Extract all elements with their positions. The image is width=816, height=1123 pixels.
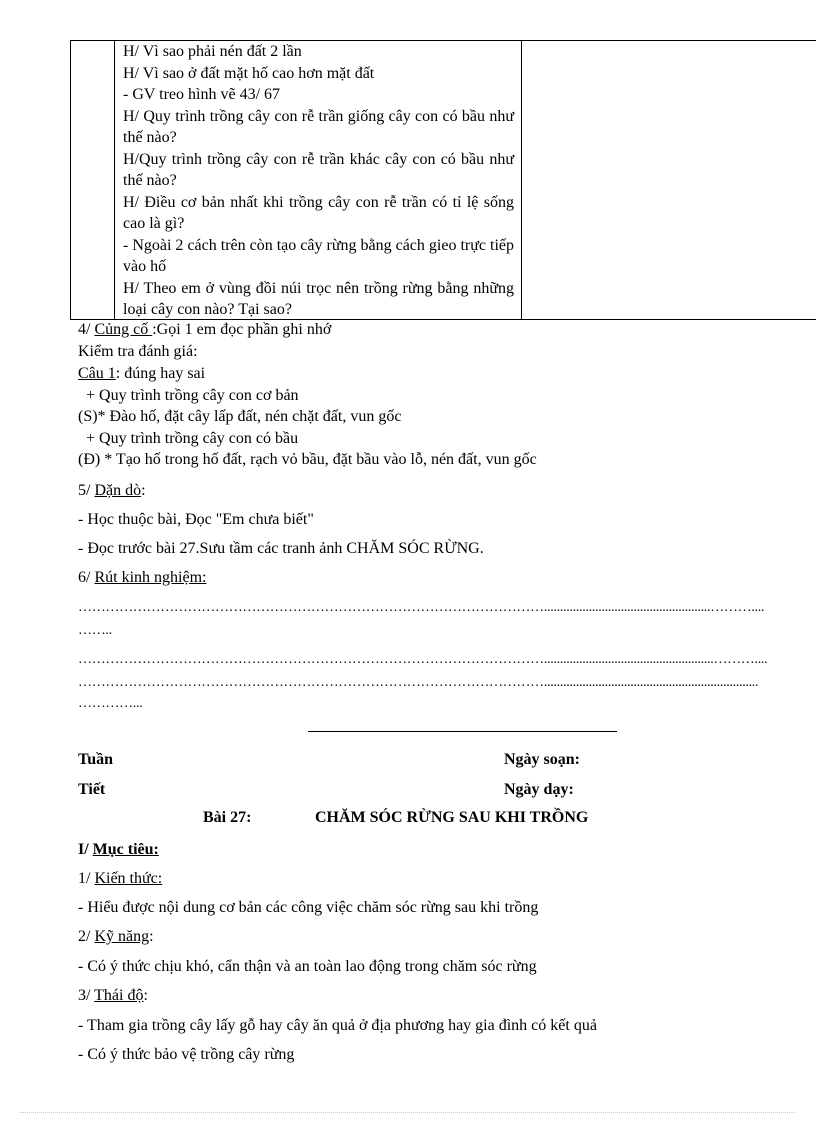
dotted-line: …………... xyxy=(78,696,143,711)
dotted-line: ………………………………………………………………………………………….....................................................……….... xyxy=(78,652,768,667)
section-suffix: : xyxy=(149,928,154,945)
tuan-label: Tuần xyxy=(78,751,113,768)
dan-do-line xyxy=(78,481,146,501)
quiz-line: (Đ) * Tạo hố trong hố đất, rạch vỏ bầu, đặt bầu vào lỗ, nén đất, vun gốc xyxy=(78,451,537,468)
table-line: H/ Vì sao ở đất mặt hố cao hơn mặt đất xyxy=(123,64,375,82)
objective-item: - Có ý thức chịu khó, cẩn thận và an toàn lao động trong chăm sóc rừng xyxy=(78,958,537,975)
dan-do-item: - Học thuộc bài, Đọc "Em chưa biết" xyxy=(78,511,314,528)
thai-do-heading xyxy=(78,986,148,1006)
quiz-line: + Quy trình trồng cây con có bầu xyxy=(78,430,299,447)
rut-kinh-nghiem-line xyxy=(78,568,206,588)
table-line: - Ngoài 2 cách trên còn tạo cây rừng bằng cách gieo trực tiếp vào hố xyxy=(123,236,514,275)
cung-co-line xyxy=(78,320,331,340)
section-label: Mục tiêu: xyxy=(92,841,159,858)
tiet-label: Tiết xyxy=(78,781,106,798)
lesson-number: Bài 27: xyxy=(203,809,252,826)
objective-item: - Có ý thức bảo vệ trồng cây rừng xyxy=(78,1046,295,1063)
section-number: I/ xyxy=(78,841,93,858)
dotted-line: …………………………………………………………………………………………....................................................……….... xyxy=(78,600,765,615)
table-line: H/Quy trình trồng cây con rễ trần khác cây con có bầu như thế nào? xyxy=(123,150,514,189)
section-number: 2/ xyxy=(78,928,95,945)
kiem-tra-heading: Kiểm tra đánh giá: xyxy=(78,343,198,360)
lesson-title: CHĂM SÓC RỪNG SAU KHI TRỒNG xyxy=(315,809,589,826)
separator-rule xyxy=(308,731,617,732)
dotted-line: …….. xyxy=(78,623,112,638)
dan-do-item: - Đọc trước bài 27.Sưu tầm các tranh ảnh CHĂM SÓC RỪNG. xyxy=(78,540,484,557)
muc-tieu-heading xyxy=(78,840,159,860)
dotted-line: …………………………………………………………………………………………................................................................... xyxy=(78,675,759,690)
section-label: Kỹ năng xyxy=(94,928,150,945)
quiz-line: (S)* Đào hố, đặt cây lấp đất, nén chặt đất, vun gốc xyxy=(78,408,402,425)
section-text: :Gọi 1 em đọc phần ghi nhớ xyxy=(152,321,332,338)
section-number: 1/ xyxy=(78,870,95,887)
table-border-col xyxy=(521,41,522,319)
ngay-soan-label: Ngày soạn: xyxy=(504,751,581,768)
question-label: Câu 1 xyxy=(78,365,116,382)
kien-thuc-heading xyxy=(78,869,162,889)
question-text: : đúng hay sai xyxy=(115,365,206,382)
table-line: H/ Quy trình trồng cây con rễ trần giống cây con có bầu như thế nào? xyxy=(123,107,514,146)
cau-1-line xyxy=(78,364,205,384)
page-bottom-edge xyxy=(20,1112,796,1113)
table-border-col xyxy=(114,41,115,319)
section-text: : xyxy=(141,482,146,499)
table-border-left xyxy=(70,41,71,319)
objective-item: - Tham gia trồng cây lấy gỗ hay cây ăn quả ở địa phương hay gia đình có kết quả xyxy=(78,1017,597,1034)
table-line: H/ Điều cơ bản nhất khi trồng cây con rễ trần có tỉ lệ sống cao là gì? xyxy=(123,193,514,232)
section-number: 3/ xyxy=(78,987,95,1004)
table-line: H/ Theo em ở vùng đồi núi trọc nên trồng rừng bằng những loại cây con nào? Tại sao? xyxy=(123,279,514,318)
section-number: 5/ xyxy=(78,482,95,499)
section-label: Dặn dò xyxy=(94,482,142,499)
ky-nang-heading xyxy=(78,927,154,947)
lesson-table xyxy=(70,40,816,320)
section-number: 4/ xyxy=(78,321,95,338)
section-label: Kiến thức: xyxy=(94,870,163,887)
objective-item: - Hiểu được nội dung cơ bản các công việc chăm sóc rừng sau khi trồng xyxy=(78,899,539,916)
table-line: - GV treo hình vẽ 43/ 67 xyxy=(123,86,281,103)
ngay-day-label: Ngày dạy: xyxy=(504,781,574,798)
section-number: 6/ xyxy=(78,569,95,586)
quiz-line: + Quy trình trồng cây con cơ bản xyxy=(78,387,299,404)
section-label: Thái độ xyxy=(94,987,144,1004)
section-suffix: : xyxy=(143,987,148,1004)
table-line: H/ Vì sao phải nén đất 2 lần xyxy=(123,43,302,60)
section-label: Củng cố xyxy=(94,321,153,338)
teacher-activity-cell xyxy=(123,41,514,321)
section-label: Rút kinh nghiệm: xyxy=(94,569,207,586)
